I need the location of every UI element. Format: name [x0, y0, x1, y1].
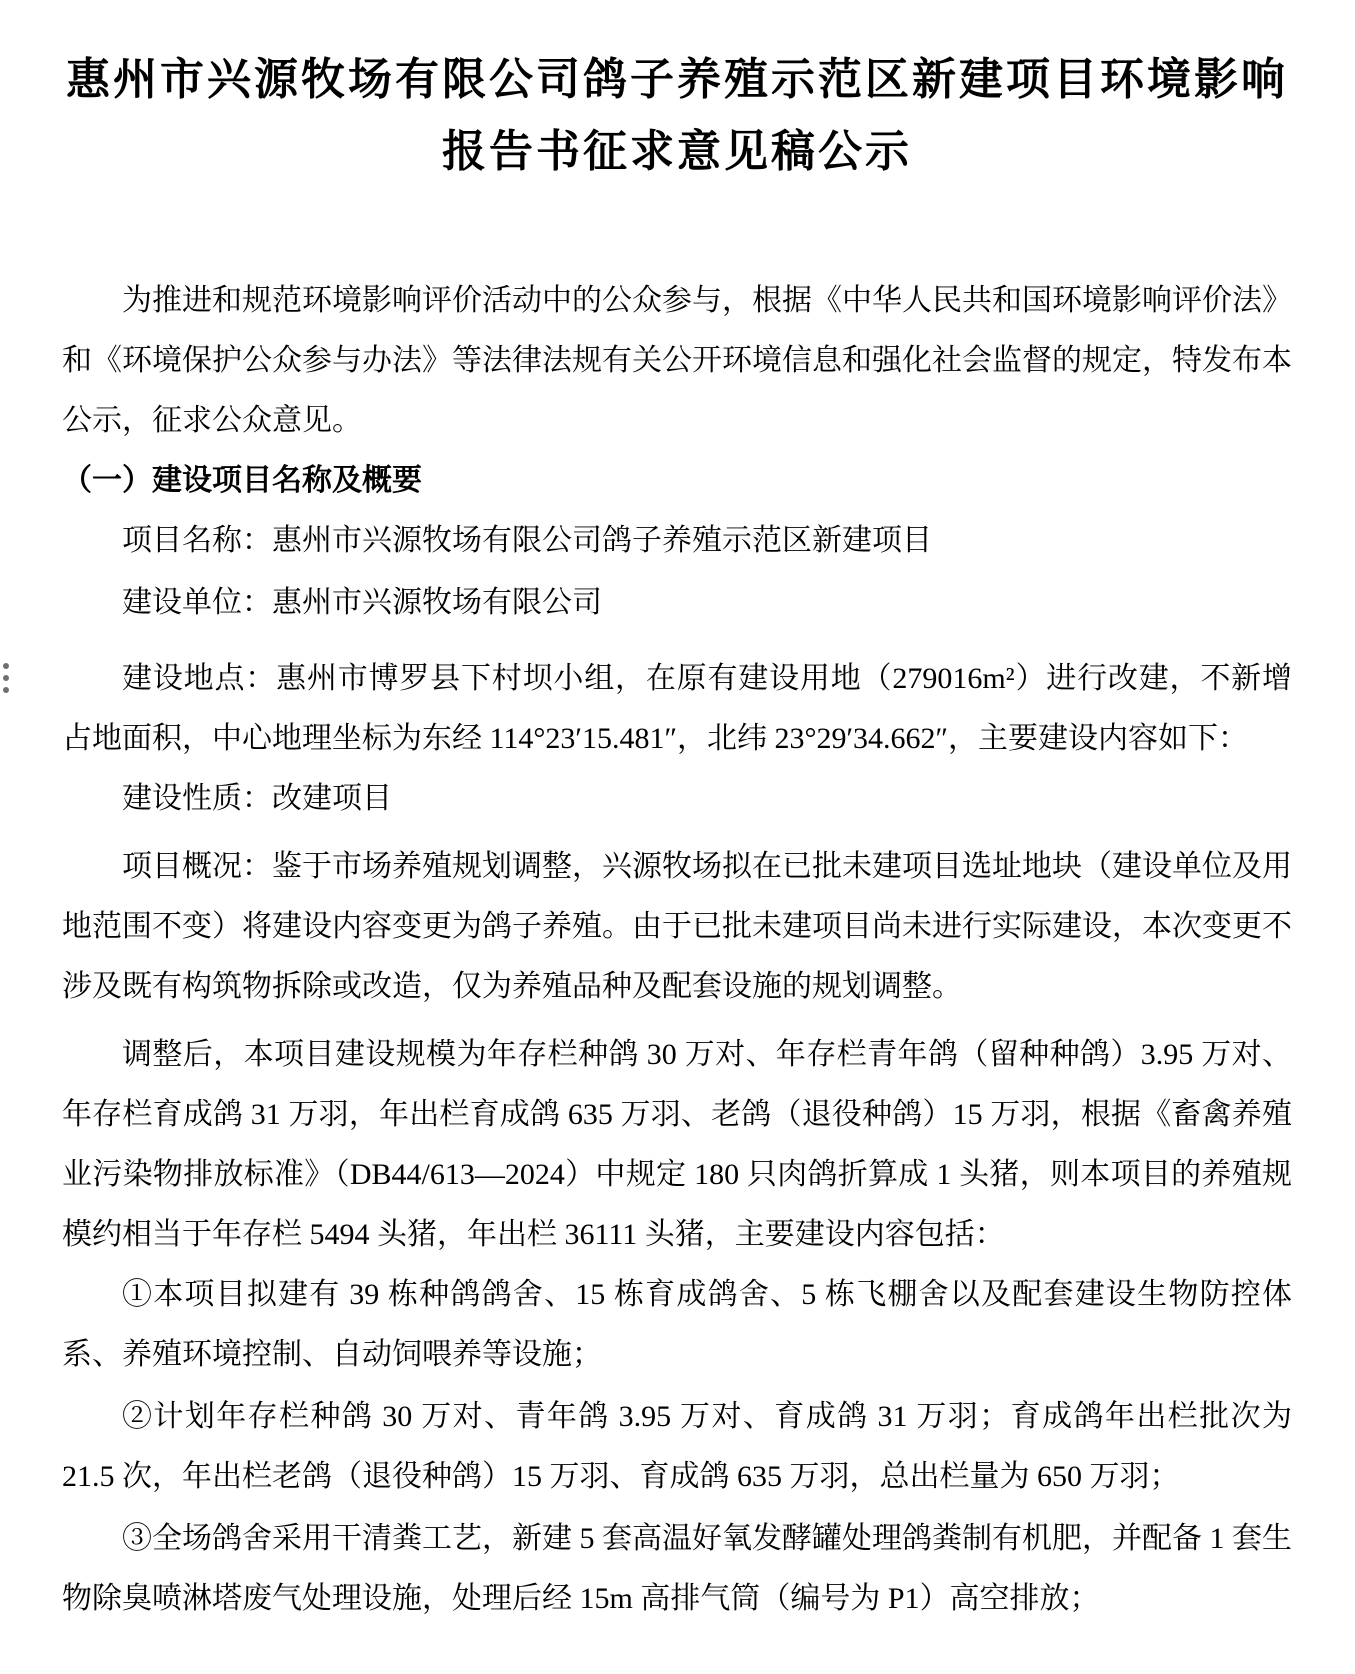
document-body	[62, 271, 1292, 1629]
document-content	[62, 0, 1292, 1629]
document-title-line-2: 报告书征求意见稿公示	[442, 127, 912, 176]
paragraph-scale: 调整后，本项目建设规模为年存栏种鸽 30 万对、年存栏青年鸽（留种种鸽）3.95 万对、年存栏育成鸽 31 万羽，年出栏育成鸽 635 万羽、老鸽（退役种鸽）15 万羽，根据《畜禽养殖业污染物排放标准》（DB44/613—2024）中规定 180 只肉鸽折算成 1 头猪，则本项目的养殖规模约相当于年存栏 5494 头猪，年出栏 36111 头猪，主要建设内容包括：	[62, 1038, 1292, 1251]
paragraph-project-name: 项目名称：惠州市兴源牧场有限公司鸽子养殖示范区新建项目	[122, 524, 932, 557]
paragraph-item-1: ①本项目拟建有 39 栋种鸽鸽舍、15 栋育成鸽舍、5 栋飞棚舍以及配套建设生物防控体系、养殖环境控制、自动饲喂养等设施；	[62, 1278, 1292, 1371]
dot	[3, 675, 9, 681]
dot	[3, 687, 9, 693]
paragraph-item-2: ②计划年存栏种鸽 30 万对、青年鸽 3.95 万对、育成鸽 31 万羽；育成鸽年出栏批次为 21.5 次，年出栏老鸽（退役种鸽）15 万羽、育成鸽 635 万羽，总出栏量为 650 万羽；	[62, 1400, 1292, 1493]
document-title-line-1: 惠州市兴源牧场有限公司鸽子养殖示范区新建项目环境影响	[66, 55, 1288, 104]
paragraph-item-3: ③全场鸽舍采用干清粪工艺，新建 5 套高温好氧发酵罐处理鸽粪制有机肥，并配备 1 套生物除臭喷淋塔废气处理设施，处理后经 15m 高排气筒（编号为 P1）高空排放；	[62, 1522, 1292, 1615]
paragraph-overview: 项目概况：鉴于市场养殖规划调整，兴源牧场拟在已批未建项目选址地块（建设单位及用地范围不变）将建设内容变更为鸽子养殖。由于已批未建项目尚未进行实际建设，本次变更不涉及既有构筑物拆除或改造，仅为养殖品种及配套设施的规划调整。	[62, 850, 1292, 1003]
document-title	[62, 44, 1292, 188]
section-heading-1: （一）建设项目名称及概要	[62, 464, 422, 497]
dot	[3, 663, 9, 669]
paragraph-intro: 为推进和规范环境影响评价活动中的公众参与，根据《中华人民共和国环境影响评价法》和《环境保护公众参与办法》等法律法规有关公开环境信息和强化社会监督的规定，特发布本公示，征求公众意见。	[62, 284, 1292, 437]
paragraph-location: 建设地点：惠州市博罗县下村坝小组，在原有建设用地（279016m²）进行改建，不新增占地面积，中心地理坐标为东经 114°23′15.481″，北纬 23°29′34.662″，主要建设内容如下：	[62, 662, 1292, 755]
paragraph-builder: 建设单位：惠州市兴源牧场有限公司	[122, 586, 602, 619]
paragraph-nature: 建设性质：改建项目	[122, 782, 392, 815]
vertical-ellipsis-icon	[2, 663, 10, 693]
